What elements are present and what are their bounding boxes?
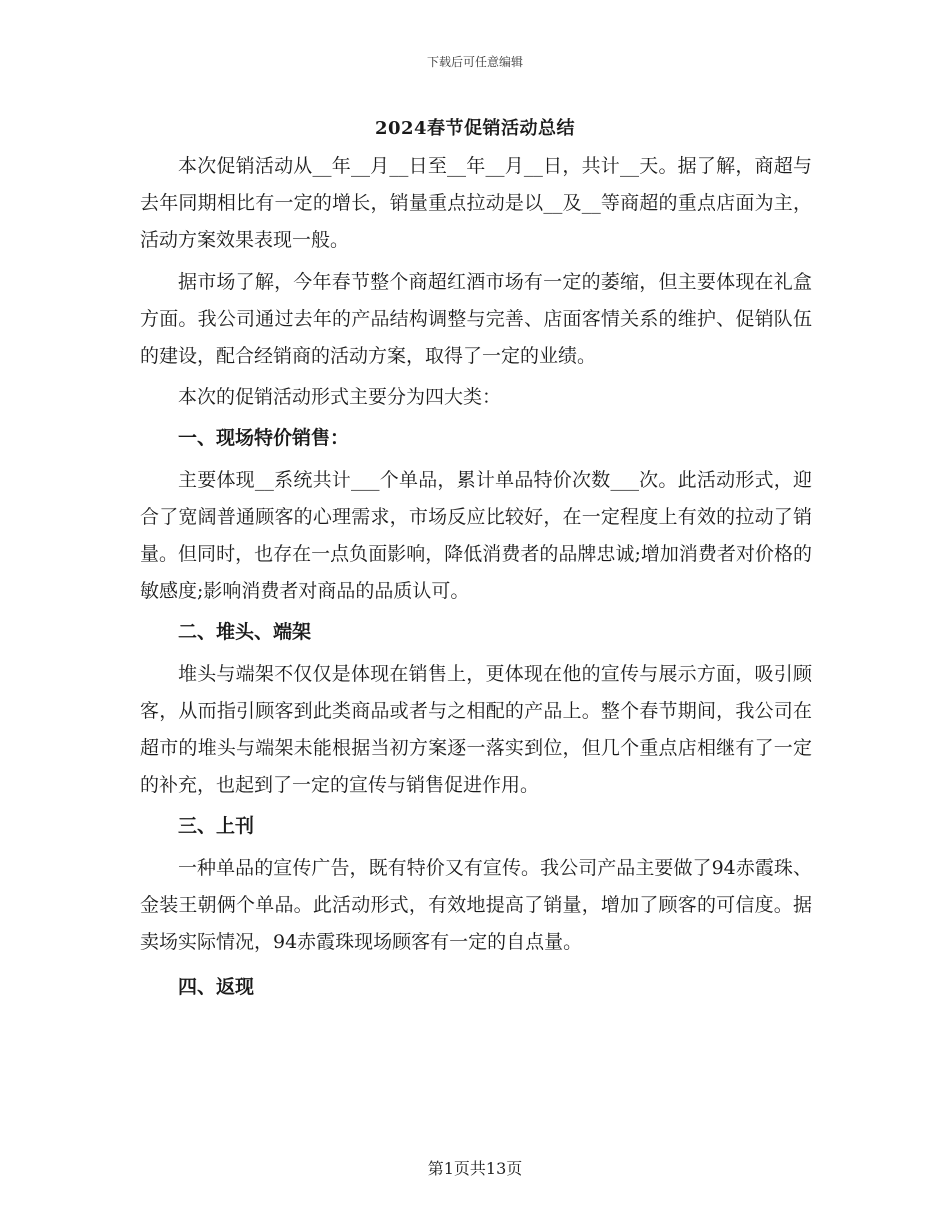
section-heading-3: 三、上刊: [178, 815, 255, 838]
intro-paragraph-2: 据市场了解，今年春节整个商超红酒市场有一定的萎缩，但主要体现在礼盒方面。我公司通过去年的产品结构调整与完善、店面客情关系的维护、促销队伍的建设，配合经销商的活动方案，取得了一定的业绩。: [140, 270, 812, 368]
section-heading-2: 二、堆头、端架: [178, 621, 312, 644]
section-body-3: 一种单品的宣传广告，既有特价又有宣传。我公司产品主要做了94赤霞珠、金装王朝俩个单品。此活动形式，有效地提高了销量，增加了顾客的可信度。据卖场实际情况，94赤霞珠现场顾客有一定的自点量。: [140, 856, 812, 954]
page-number-footer: 第1页共13页: [427, 1159, 523, 1178]
section-body-1: 主要体现__系统共计___个单品，累计单品特价次数___次。此活动形式，迎合了宽阔普通顾客的心理需求，市场反应比较好，在一定程度上有效的拉动了销量。但同时，也存在一点负面影响，降低消费者的品牌忠诚;增加消费者对价格的敏感度;影响消费者对商品的品质认可。: [140, 468, 812, 603]
section-heading-1: 一、现场特价销售：: [178, 427, 350, 450]
section-heading-4: 四、返现: [178, 976, 255, 999]
document-title: 2024春节促销活动总结: [374, 118, 576, 139]
page-header-note: 下载后可任意编辑: [426, 55, 523, 69]
section-body-2: 堆头与端架不仅仅是体现在销售上，更体现在他的宣传与展示方面，吸引顾客，从而指引顾客到此类商品或者与之相配的产品上。整个春节期间，我公司在超市的堆头与端架未能根据当初方案逐一落实到位，但几个重点店相继有了一定的补充，也起到了一定的宣传与销售促进作用。: [140, 662, 812, 797]
intro-paragraph-1: 本次促销活动从__年__月__日至__年__月__日，共计__天。据了解，商超与去年同期相比有一定的增长，销量重点拉动是以__及__等商超的重点店面为主，活动方案效果表现一般。: [140, 155, 812, 252]
document-body: [140, 148, 812, 1006]
intro-paragraph-3: 本次的促销活动形式主要分为四大类：: [178, 386, 502, 409]
